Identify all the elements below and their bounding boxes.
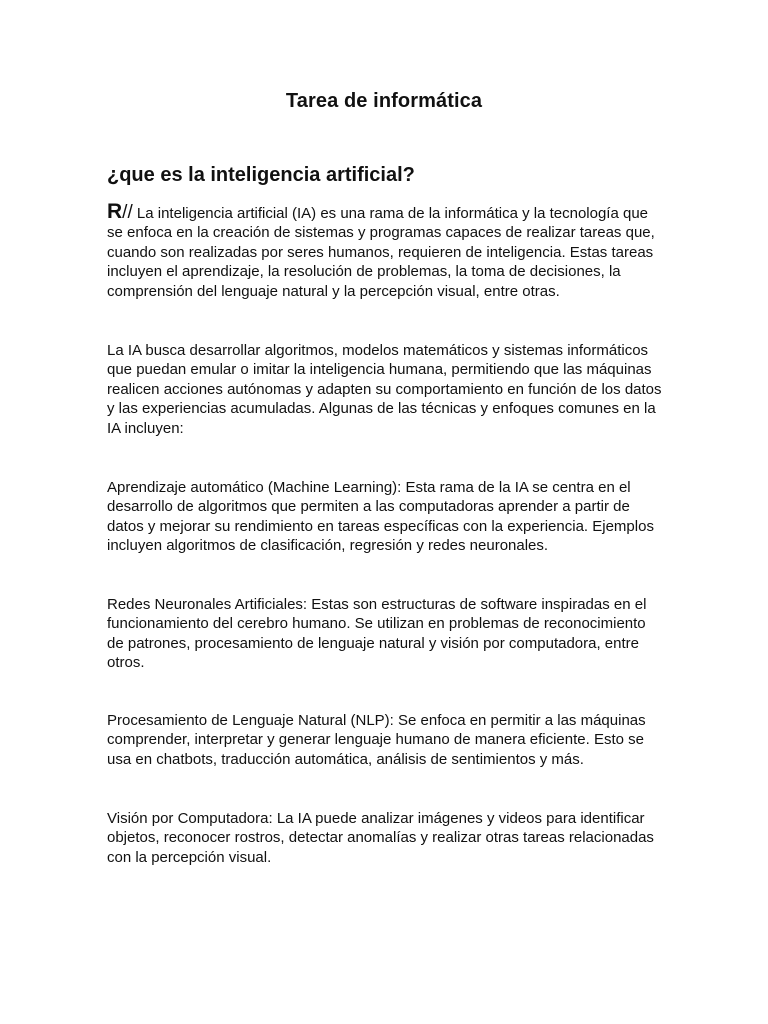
neural-networks-paragraph: Redes Neuronales Artificiales: Estas son estructuras de software inspiradas en el funcionamiento del cerebro humano. Se utilizan en problemas de reconocimiento de patrones, procesamiento de lenguaje natural y visión por computadora, entre otros. [107,596,647,672]
answer-marker-slashes: // [122,202,133,223]
answer-paragraph [107,202,662,301]
document-title: Tarea de informática [285,90,483,112]
answer-marker-letter: R [107,200,123,223]
nlp-paragraph: Procesamiento de Lenguaje Natural (NLP): Se enfoca en permitir a las máquinas comprender, interpretar y generar lenguaje humano de manera eficiente. Esto se usa en chatbots, traducción automática, análisis de sentimientos y más. [107,712,646,768]
answer-marker [107,200,133,223]
question-heading: ¿que es la inteligencia artificial? [107,164,415,186]
ia-goals-paragraph: La IA busca desarrollar algoritmos, modelos matemáticos y sistemas informáticos que puedan emular o imitar la inteligencia humana, permitiendo que las máquinas realicen acciones autónomas y adapten su comportamiento en función de los datos y las experiencias acumuladas. Algunas de las técnicas y enfoques comunes en la IA incluyen: [107,342,662,437]
answer-text: La inteligencia artificial (IA) es una rama de la informática y la tecnología que se enfoca en la creación de sistemas y programas capaces de realizar tareas que, cuando son realizadas por seres humanos, requieren de inteligencia. Estas tareas incluyen el aprendizaje, la resolución de problemas, la toma de decisiones, la comprensión del lenguaje natural y la percepción visual, entre otras. [107,205,655,300]
machine-learning-paragraph: Aprendizaje automático (Machine Learning): Esta rama de la IA se centra en el desarrollo de algoritmos que permiten a las computadoras aprender a partir de datos y mejorar su rendimiento en tareas específicas con la experiencia. Ejemplos incluyen algoritmos de clasificación, regresión y redes neuronales. [107,479,654,555]
computer-vision-paragraph: Visión por Computadora: La IA puede analizar imágenes y videos para identificar objetos, reconocer rostros, detectar anomalías y realizar otras tareas relacionadas con la percepción visual. [107,810,654,866]
